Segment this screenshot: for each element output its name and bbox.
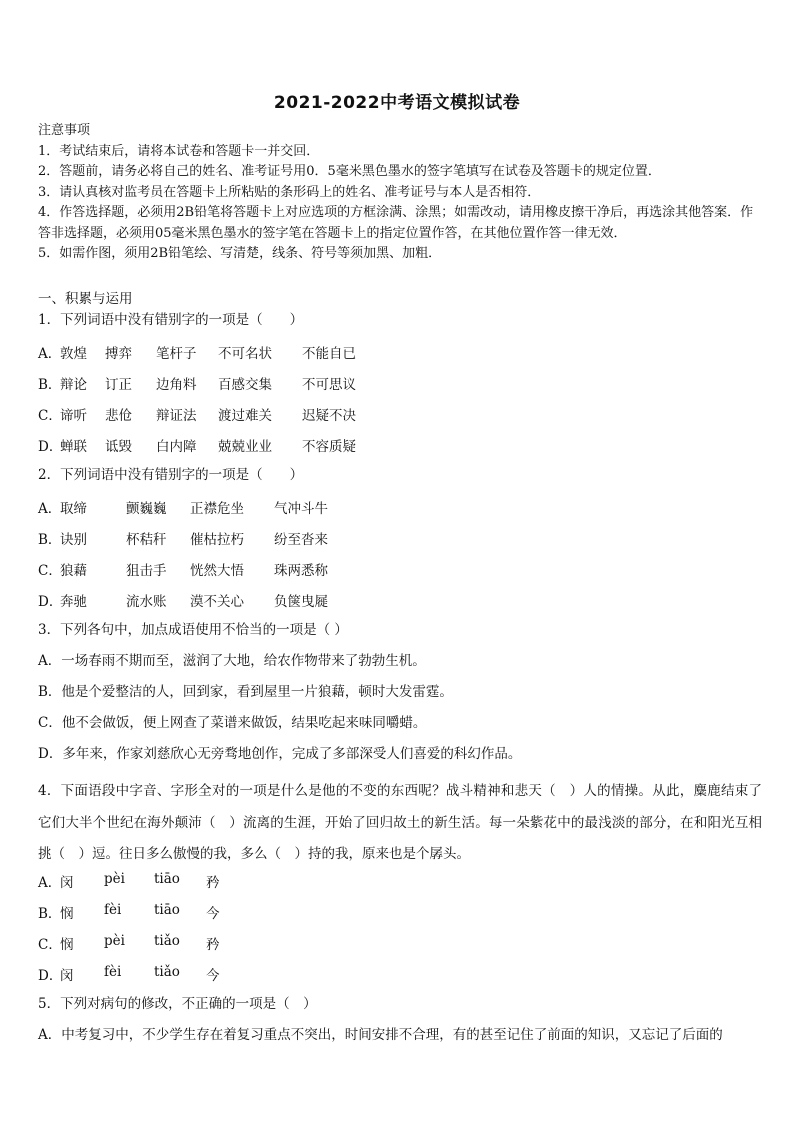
option-row: [38, 373, 762, 404]
option-row: [38, 404, 762, 435]
note-item: 2．答题前，请务必将自己的姓名、准考证号用0．5毫米黑色墨水的签字笔填写在试卷及答题卡的规定位置．: [38, 164, 661, 179]
section-heading: 一、积累与运用: [38, 291, 133, 307]
note-item: 1．考试结束后，请将本试卷和答题卡一并交回．: [38, 143, 320, 159]
question-stem: 4．下面语段中字音、字形全对的一项是什么是他的不变的东西呢？战斗精神和悲天（ ）人的情操。从此，麋鹿结束了它们大半个世纪在海外颠沛（ ）流离的生涯，开始了回归故土的新生活。每一朵紫花中的最浅淡的部分，在和阳光互相挑（ ）逗。往日多么傲慢的我，多么（ ）持的我，原来也是个孱头。: [38, 783, 762, 862]
option-row: [38, 590, 762, 621]
note-item: 4．作答选择题，必须用2B铅笔将答题卡上对应选项的方框涂满、涂黑；如需改动，请用橡皮擦干净后，再选涂其他答案．作答非选择题，必须用05毫米黑色墨水的签字笔在答题卡上的指定位置作答，在其他位置作答一律无效．: [38, 205, 754, 241]
question-stem: 5．下列对病句的修改，不正确的一项是（ ）: [38, 995, 317, 1012]
option-letter: B．: [38, 377, 62, 393]
option-word: 狙击手: [126, 563, 167, 579]
option-word: 白内障: [156, 439, 197, 455]
option-word: 兢兢业业: [218, 439, 272, 455]
notes-heading: 注意事项: [38, 123, 91, 138]
option-letter: B．: [38, 532, 62, 548]
option-sentence: A．中考复习中，不少学生存在着复习重点不突出，时间安排不合理，有的甚至记住了前面的知识，又忘记了后面的: [38, 1026, 723, 1043]
option-word: 闵: [60, 874, 74, 891]
option-row: [38, 497, 762, 528]
question-stem: 3．下列各句中，加点成语使用不恰当的一项是（ ）: [38, 622, 348, 638]
option-word: tiǎo: [154, 963, 180, 980]
option-word: 矜: [206, 936, 220, 953]
option-word: 矜: [206, 874, 220, 891]
option-letter: A．: [38, 501, 62, 517]
option-row: [38, 902, 762, 933]
note-item: 5．如需作图，须用2B铅笔绘、写清楚，线条、符号等须加黑、加粗．: [38, 246, 442, 261]
option-word: 流水账: [126, 594, 167, 610]
option-word: 谛听: [60, 408, 87, 424]
notes-block: [38, 121, 762, 265]
option-word: 悯: [60, 936, 74, 953]
option-word: 搏弈: [105, 346, 132, 362]
option-row: [38, 559, 762, 590]
option-row: [38, 933, 762, 964]
questions-body: [38, 287, 762, 1057]
option-word: 敦煌: [60, 346, 87, 362]
question-options: [38, 871, 762, 995]
option-word: 诋毁: [105, 439, 132, 455]
option-word: 蝉联: [60, 439, 87, 455]
option-word: 诀别: [60, 532, 87, 548]
option-word: 不可名状: [218, 346, 272, 362]
option-word: 渡过难关: [218, 408, 272, 424]
option-word: 迟疑不决: [302, 408, 356, 424]
option-word: 今: [206, 905, 220, 922]
option-letter: D．: [38, 439, 63, 455]
option-word: 杯秸秆: [126, 532, 167, 548]
option-word: 不容质疑: [302, 439, 356, 455]
option-word: 悯: [60, 905, 74, 922]
option-word: 纷至沓来: [274, 532, 328, 548]
option-word: 辩论: [60, 377, 87, 393]
question-stem: 1．下列词语中没有错别字的一项是（ ）: [38, 312, 304, 328]
option-sentence: D．多年来，作家刘慈欣心无旁骛地创作，完成了多部深受人们喜爱的科幻作品。: [38, 746, 522, 762]
option-letter: C．: [38, 563, 62, 579]
option-word: 百感交集: [218, 377, 272, 393]
option-letter: A．: [38, 346, 62, 362]
option-letter: B．: [38, 905, 62, 922]
option-word: tiāo: [154, 901, 180, 918]
option-word: fèi: [104, 963, 122, 980]
option-sentence: B．他是个爱整洁的人，回到家，看到屋里一片狼藉，顿时大发雷霆。: [38, 684, 453, 700]
question-options: [38, 497, 762, 621]
option-word: 气冲斗牛: [274, 501, 328, 517]
option-letter: D．: [38, 594, 63, 610]
option-word: 不可思议: [302, 377, 356, 393]
option-word: 笔杆子: [156, 346, 197, 362]
question-stem: 2．下列词语中没有错别字的一项是（ ）: [38, 467, 304, 483]
option-word: 奔驰: [60, 594, 87, 610]
page-title: 2021-2022中考语文模拟试卷: [273, 93, 521, 113]
option-row: [38, 871, 762, 902]
option-word: 闵: [60, 967, 74, 984]
option-word: 今: [206, 967, 220, 984]
option-word: 订正: [105, 377, 132, 393]
option-letter: C．: [38, 936, 62, 953]
option-word: 珠两悉称: [274, 563, 328, 579]
option-letter: D．: [38, 967, 63, 984]
option-word: fèi: [104, 901, 122, 918]
option-word: 悲伧: [105, 408, 132, 424]
option-row: [38, 964, 762, 995]
option-word: pèi: [104, 870, 125, 887]
note-item: 3．请认真核对监考员在答题卡上所粘贴的条形码上的姓名、准考证号与本人是否相符．: [38, 184, 541, 200]
option-word: 狼藉: [60, 563, 87, 579]
option-word: 颤巍巍: [126, 501, 167, 517]
option-word: 辩证法: [156, 408, 197, 424]
question-options: [38, 342, 762, 466]
option-sentence: A．一场春雨不期而至，滋润了大地，给农作物带来了勃勃生机。: [38, 653, 426, 669]
option-word: 取缔: [60, 501, 87, 517]
option-word: 催枯拉朽: [190, 532, 244, 548]
option-sentence: C．他不会做饭，便上网查了菜谱来做饭，结果吃起来味同嚼蜡。: [38, 715, 427, 731]
option-row: [38, 528, 762, 559]
option-word: tiǎo: [154, 932, 180, 949]
option-word: 正襟危坐: [190, 501, 244, 517]
option-word: pèi: [104, 932, 125, 949]
option-row: [38, 342, 762, 373]
option-letter: A．: [38, 874, 62, 891]
option-word: 恍然大悟: [190, 563, 244, 579]
option-word: 边角料: [156, 377, 197, 393]
option-word: 漠不关心: [190, 594, 244, 610]
option-word: 负箧曳屣: [274, 594, 328, 610]
option-row: [38, 435, 762, 466]
option-word: 不能自已: [302, 346, 356, 362]
option-word: tiāo: [154, 870, 180, 887]
option-letter: C．: [38, 408, 62, 424]
